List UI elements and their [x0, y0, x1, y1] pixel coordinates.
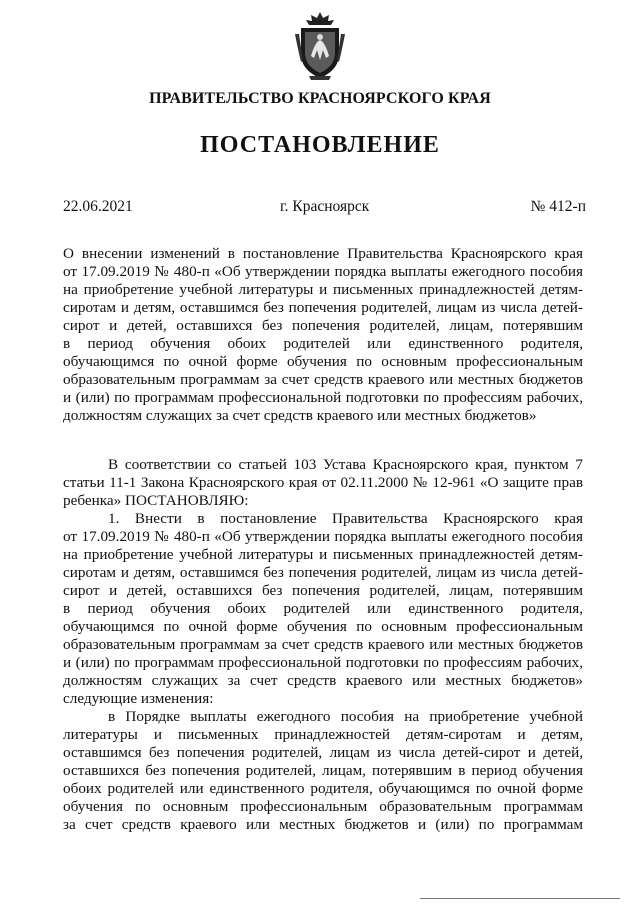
- item-1a-line: литературы и письменных принадлежностей детям-сиротам и детям,: [63, 726, 583, 743]
- item-1a-line: за счет средств краевого или местных бюджетов и (или) по программам: [63, 816, 583, 833]
- item-1-line: образовательным программам за счет средств краевого или местных бюджетов: [63, 636, 583, 653]
- title-line: и (или) по программам профессиональной подготовки по профессиям рабочих,: [63, 389, 583, 406]
- preamble-line: ребенка» ПОСТАНОВЛЯЮ:: [63, 492, 249, 509]
- preamble-paragraph: [63, 456, 583, 510]
- government-heading: ПРАВИТЕЛЬСТВО КРАСНОЯРСКОГО КРАЯ: [149, 90, 491, 107]
- title-line: должностям служащих за счет средств краевого или местных бюджетов»: [63, 407, 537, 424]
- item-1a-paragraph: [63, 708, 583, 834]
- title-line: от 17.09.2019 № 480-п «Об утверждении порядка выплаты ежегодного пособия: [63, 263, 583, 280]
- title-line: О внесении изменений в постановление Правительства Красноярского края: [63, 245, 583, 262]
- item-1-line: обучающимся по очной форме обучения по основным профессиональным: [63, 618, 583, 635]
- item-1-line: в период обучения обоих родителей или единственного родителя,: [63, 600, 583, 617]
- item-1-line: сирот и детей, оставшихся без попечения родителей, лицам, потерявшим: [63, 582, 583, 599]
- document-number: № 412-п: [530, 198, 586, 215]
- item-1a-line: обучения по основным профессиональным образовательным программам: [63, 798, 583, 815]
- item-1-paragraph: [63, 510, 583, 708]
- title-line: обучающимся по очной форме обучения по основным профессиональным: [63, 353, 583, 370]
- title-line: в период обучения обоих родителей или единственного родителя,: [63, 335, 583, 352]
- item-1-line: от 17.09.2019 № 480-п «Об утверждении порядка выплаты ежегодного пособия: [63, 528, 583, 545]
- title-line: образовательным программам за счет средств краевого или местных бюджетов: [63, 371, 583, 388]
- title-line: на приобретение учебной литературы и письменных принадлежностей детям-: [63, 281, 583, 298]
- document-date: 22.06.2021: [63, 198, 133, 215]
- preamble-line: В соответствии со статьей 103 Устава Красноярского края, пунктом 7: [108, 456, 583, 473]
- item-1a-line: оставшихся без попечения родителей, лицам, потерявшим в период обучения: [63, 762, 583, 779]
- item-1a-line: оставшимся без попечения родителей, лицам из числа детей-сирот и детей,: [63, 744, 583, 761]
- item-1-line: сиротам и детям, оставшимся без попечения родителей, лицам из числа детей-: [63, 564, 583, 581]
- item-1-line: и (или) по программам профессиональной подготовки по профессиям рабочих,: [63, 654, 583, 671]
- item-1a-line: в Порядке выплаты ежегодного пособия на приобретение учебной: [108, 708, 583, 725]
- item-1a-line: обоих родителей или единственного родителя, обучающимся по очной форме: [63, 780, 583, 797]
- item-1-line: следующие изменения:: [63, 690, 214, 707]
- coat-of-arms-emblem: [293, 10, 347, 82]
- title-line: сирот и детей, оставшихся без попечения родителей, лицам, потерявшим: [63, 317, 583, 334]
- item-1-line: должностям служащих за счет средств краевого или местных бюджетов»: [63, 672, 583, 689]
- item-1-line: на приобретение учебной литературы и письменных принадлежностей детям-: [63, 546, 583, 563]
- document-type-heading: ПОСТАНОВЛЕНИЕ: [200, 132, 440, 158]
- preamble-line: статьи 11-1 Закона Красноярского края от 02.11.2000 № 12-961 «О защите прав: [63, 474, 583, 491]
- title-line: сиротам и детям, оставшимся без попечения родителей, лицам из числа детей-: [63, 299, 583, 316]
- page-edge-line: [420, 898, 620, 899]
- document-city: г. Красноярск: [280, 198, 370, 215]
- item-1-line: 1. Внести в постановление Правительства Красноярского края: [108, 510, 583, 527]
- document-title: [63, 245, 583, 425]
